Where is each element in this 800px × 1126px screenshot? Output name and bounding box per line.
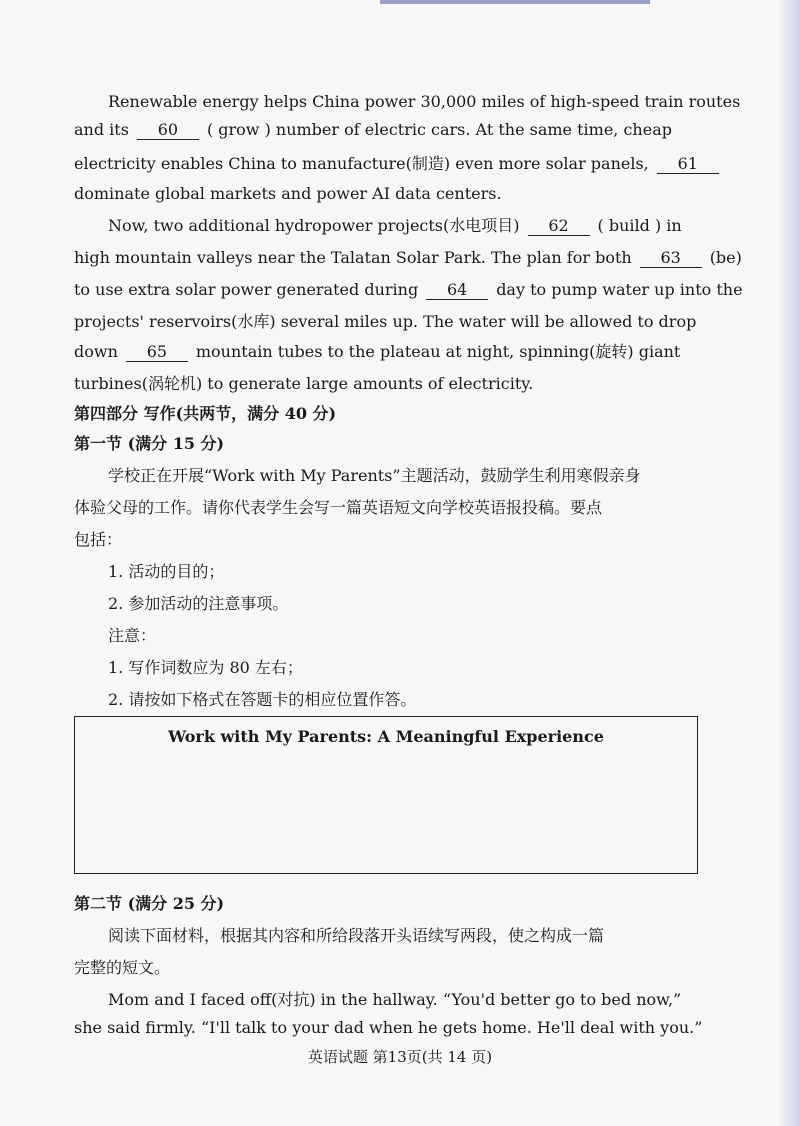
writing-box-title: Work with My Parents: A Meaningful Experience (168, 727, 604, 746)
p1-line2-start: and its (74, 120, 129, 139)
p2-line3 (74, 278, 743, 302)
section1-note2: 2. 请按如下格式在答题卡的相应位置作答。 (108, 690, 417, 709)
p2-line1-start: Now, two additional hydropower projects(水电项目) (108, 216, 520, 235)
p2-line5-start: down (74, 342, 118, 361)
section1-note1: 1. 写作词数应为 80 左右； (108, 658, 303, 677)
section1-intro-line2: 体验父母的工作。请你代表学生会写一篇英语短文向学校英语报投稿。要点 (74, 498, 603, 517)
section2-intro-line2: 完整的短文。 (74, 958, 171, 977)
p1-line4: dominate global markets and power AI data centers. (74, 184, 502, 203)
section1-point2: 2. 参加活动的注意事项。 (108, 594, 289, 613)
p2-line2-start: high mountain valleys near the Talatan Solar Park. The plan for both (74, 248, 632, 267)
p2-line6: turbines(涡轮机) to generate large amounts of electricity. (74, 374, 534, 393)
section2-intro-line1: 阅读下面材料，根据其内容和所给段落开头语续写两段，使之构成一篇 (108, 926, 605, 945)
section1-note-label: 注意： (108, 626, 157, 645)
blank-63: 63 (640, 249, 702, 268)
p1-line2 (74, 118, 704, 142)
section1-point1: 1. 活动的目的； (108, 562, 225, 581)
section2-story-line2: she said firmly. “I'll talk to your dad when he gets home. He'll deal with you.” (74, 1018, 703, 1037)
writing-answer-box (74, 716, 698, 874)
blank-62: 62 (528, 217, 590, 236)
section2-story-line1: Mom and I faced off(对抗) in the hallway. “You'd better go to bed now,” (108, 990, 682, 1009)
p1-line3-start: electricity enables China to manufacture(制造) even more solar panels, (74, 154, 649, 173)
blank-61: 61 (657, 155, 719, 174)
p2-line1-end: ( build ) in (597, 216, 682, 235)
p2-line2-end: (be) (709, 248, 742, 267)
section2-heading: 第二节 (满分 25 分) (74, 894, 225, 913)
part4-heading: 第四部分 写作(共两节，满分 40 分) (74, 404, 337, 423)
p2-line3-start: to use extra solar power generated during (74, 280, 419, 299)
p2-line2 (74, 246, 742, 270)
p2-line3-end: day to pump water up into the (496, 280, 743, 299)
p2-line5 (74, 340, 704, 364)
p2-line4: projects' reservoirs(水库) several miles up. The water will be allowed to drop (74, 312, 697, 331)
section1-intro-line3: 包括： (74, 530, 123, 549)
p1-line2-end: ( grow ) number of electric cars. At the same time, cheap (206, 120, 672, 139)
p1-line3 (74, 152, 704, 176)
blank-64: 64 (426, 281, 488, 300)
p1-line1: Renewable energy helps China power 30,000 miles of high-speed train routes (108, 92, 741, 111)
p2-line5-end: mountain tubes to the plateau at night, spinning(旋转) giant (195, 342, 681, 361)
section1-heading: 第一节 (满分 15 分) (74, 434, 225, 453)
section1-intro-line1: 学校正在开展“Work with My Parents”主题活动，鼓励学生利用寒假亲身 (108, 466, 641, 485)
blank-60: 60 (137, 121, 199, 140)
page-footer: 英语试题 第13页(共 14 页) (307, 1048, 493, 1066)
p2-line1 (108, 214, 704, 238)
page-top-edge-mark (380, 0, 650, 4)
page-right-edge-shadow (778, 0, 800, 1126)
blank-65: 65 (126, 343, 188, 362)
